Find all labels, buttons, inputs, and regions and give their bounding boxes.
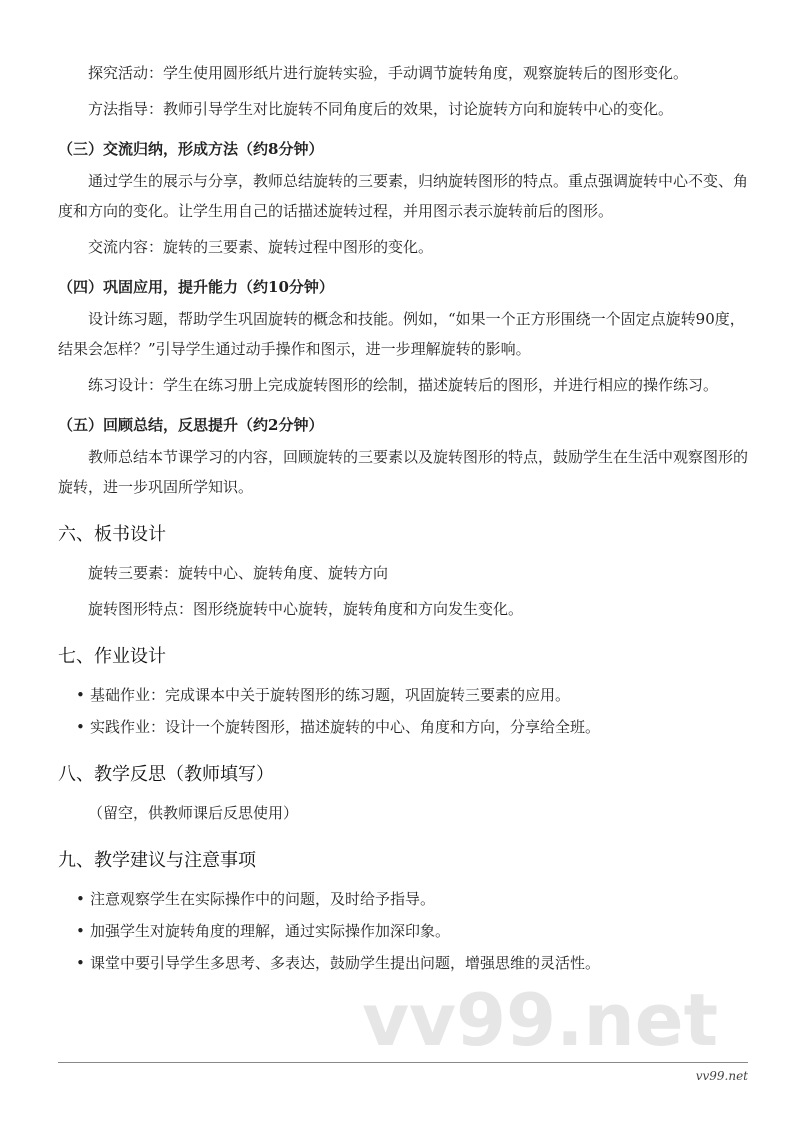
paragraph-4b: 练习设计：学生在练习册上完成旋转图形的绘制，描述旋转后的图形，并进行相应的操作练习。 [88,376,719,394]
reflection-note: （留空，供教师课后反思使用） [88,804,299,822]
section-8-title: 八、教学反思（教师填写） [58,764,274,785]
board-line: 旋转三要素：旋转中心、旋转角度、旋转方向 [88,564,389,582]
paragraph-method: 方法指导：教师引导学生对比旋转不同角度后的效果，讨论旋转方向和旋转中心的变化。 [88,100,674,118]
watermark: vv99.net [362,978,718,1062]
paragraph-5: 教师总结本节课学习的内容，回顾旋转的三要素以及旋转图形的特点，鼓励学生在生活中观察图形的旋转，进一步巩固所学知识。 [58,448,749,496]
paragraph-3b: 交流内容：旋转的三要素、旋转过程中图形的变化。 [88,238,434,256]
board-line: 旋转图形特点：图形绕旋转中心旋转，旋转角度和方向发生变化。 [88,600,524,618]
section-6-title: 六、板书设计 [58,524,166,545]
section-9-title: 九、教学建议与注意事项 [58,850,256,871]
paragraph-explore: 探究活动：学生使用圆形纸片进行旋转实验，手动调节旋转角度，观察旋转后的图形变化。 [88,64,689,82]
suggestion-item: • 注意观察学生在实际操作中的问题，及时给予指导。 [58,884,748,914]
subheading-5: （五）回顾总结，反思提升（约2分钟） [58,416,324,434]
suggestion-item: • 加强学生对旋转角度的理解，通过实际操作加深印象。 [58,916,748,946]
subheading-4: （四）巩固应用，提升能力（约10分钟） [58,278,334,296]
footer-site: vv99.net [695,1069,748,1083]
subheading-3: （三）交流归纳，形成方法（约8分钟） [58,140,324,158]
footer-divider [58,1062,748,1063]
paragraph-4a: 设计练习题，帮助学生巩固旋转的概念和技能。例如，“如果一个正方形围绕一个固定点旋转90度，结果会怎样？”引导学生通过动手操作和图示，进一步理解旋转的影响。 [58,310,745,358]
section-7-title: 七、作业设计 [58,646,166,667]
homework-item: • 基础作业：完成课本中关于旋转图形的练习题，巩固旋转三要素的应用。 [58,680,748,710]
paragraph-3a: 通过学生的展示与分享，教师总结旋转的三要素，归纳旋转图形的特点。重点强调旋转中心不变、角度和方向的变化。让学生用自己的话描述旋转过程，并用图示表示旋转前后的图形。 [58,172,749,220]
homework-item: • 实践作业：设计一个旋转图形，描述旋转的中心、角度和方向，分享给全班。 [58,712,748,742]
suggestion-item: • 课堂中要引导学生多思考、多表达，鼓励学生提出问题，增强思维的灵活性。 [58,948,748,978]
